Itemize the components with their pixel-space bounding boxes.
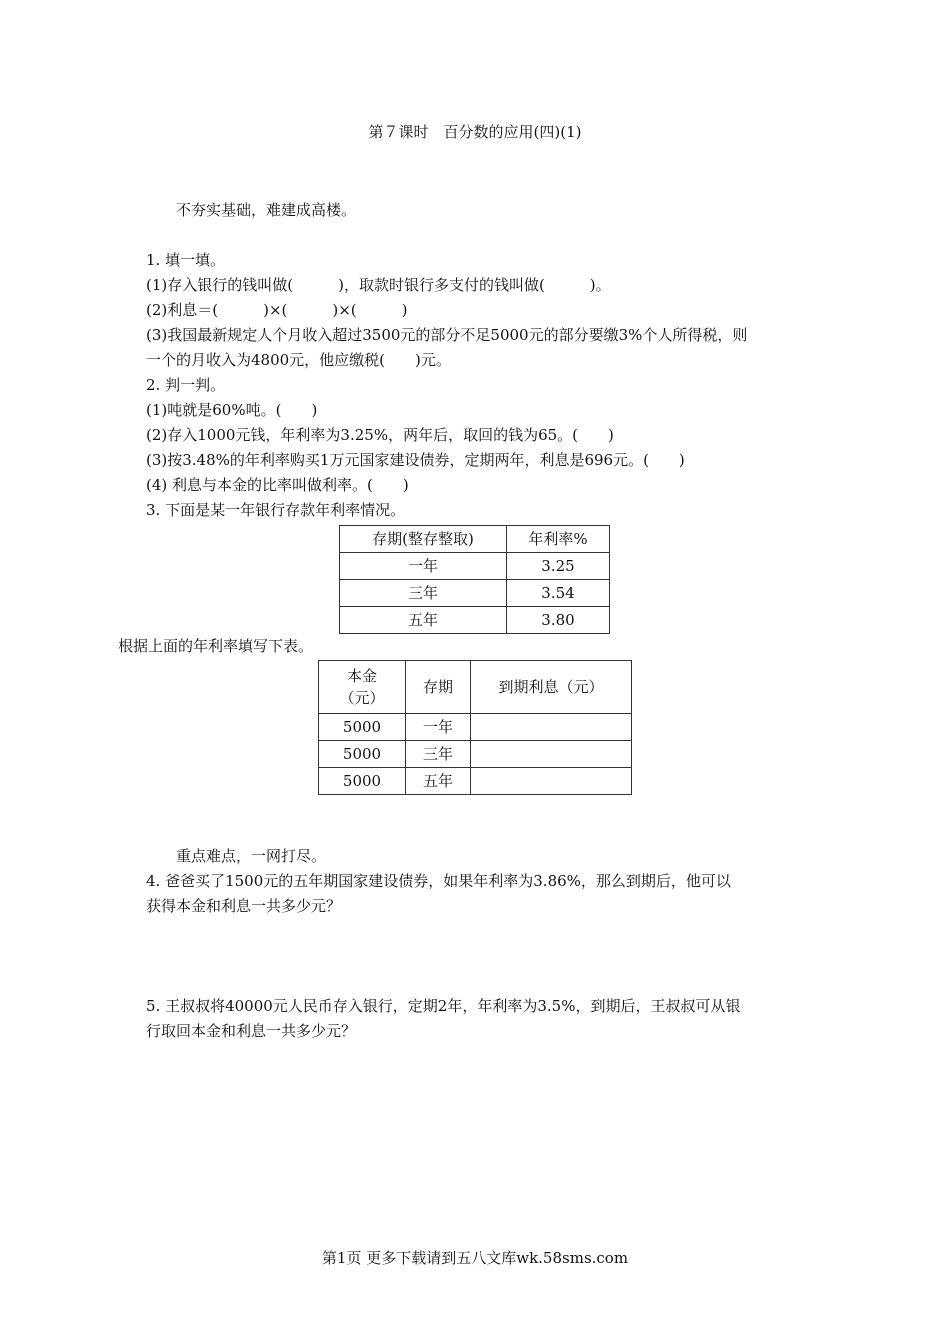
page-title: 第７课时 百分数的应用(四)(1) (368, 123, 582, 141)
rate-term-cell: 三年 (340, 580, 507, 607)
table-row (319, 741, 632, 768)
principal-cell: 5000 (319, 741, 406, 768)
rate-value-cell: 3.80 (507, 607, 610, 634)
table-row (340, 553, 610, 580)
rate-header-rate: 年利率% (507, 526, 610, 553)
interest-fill-table (318, 660, 632, 795)
s4-problem-line1: 4. 爸爸买了1500元的五年期国家建设债券，如果年利率为3.86%，那么到期后，他可以 (146, 872, 731, 890)
fill-header-term: 存期 (406, 661, 471, 714)
term-cell: 三年 (406, 741, 471, 768)
rate-table-header (340, 526, 610, 553)
s1-question-3-line2: 一个的月收入为4800元，他应缴税( )元。 (146, 351, 451, 369)
rate-header-term: 存期(整存整取) (340, 526, 507, 553)
s1-question-2: (2)利息＝( )×( )×( ) (146, 301, 408, 319)
section2-heading: 2. 判一判。 (146, 376, 226, 394)
section1-heading: 1. 填一填。 (146, 251, 226, 269)
section3-heading: 3. 下面是某一年银行存款年利率情况。 (146, 501, 406, 519)
s4-problem-line2: 获得本金和利息一共多少元？ (146, 897, 342, 915)
rate-table (339, 525, 610, 634)
s1-question-1: (1)存入银行的钱叫做( )，取款时银行多支付的钱叫做( )。 (146, 276, 611, 294)
page-footer (0, 1248, 950, 1268)
s5-problem-line2: 行取回本金和利息一共多少元？ (146, 1022, 357, 1040)
rate-value-cell: 3.25 (507, 553, 610, 580)
term-cell: 五年 (406, 768, 471, 795)
fill-header-interest: 到期利息（元） (471, 661, 632, 714)
interest-answer-cell[interactable] (471, 768, 632, 795)
fill-header-principal: 本金 （元） (319, 661, 406, 714)
interest-answer-cell[interactable] (471, 741, 632, 768)
section3-instruction: 根据上面的年利率填写下表。 (118, 637, 314, 655)
table-row (319, 714, 632, 741)
rate-value-cell: 3.54 (507, 580, 610, 607)
s2-question-2: (2)存入1000元钱，年利率为3.25%，两年后，取回的钱为65。( ) (146, 426, 614, 444)
intro-motto: 不夯实基础，难建成高楼。 (176, 201, 357, 219)
s2-question-4: (4) 利息与本金的比率叫做利率。( ) (146, 476, 409, 494)
table-row (319, 768, 632, 795)
principal-cell: 5000 (319, 768, 406, 795)
interest-answer-cell[interactable] (471, 714, 632, 741)
rate-term-cell: 五年 (340, 607, 507, 634)
term-cell: 一年 (406, 714, 471, 741)
s1-question-3-line1: (3)我国最新规定人个月收入超过3500元的部分不足5000元的部分要缴3%个人所得税，则 (146, 326, 748, 344)
fill-table-header (319, 661, 632, 714)
table-row (340, 580, 610, 607)
s2-question-3: (3)按3.48%的年利率购买1万元国家建设债券，定期两年，利息是696元。( ) (146, 451, 685, 469)
table-row (340, 607, 610, 634)
rate-term-cell: 一年 (340, 553, 507, 580)
intro-motto-2: 重点难点，一网打尽。 (176, 847, 327, 865)
s2-question-1: (1)吨就是60%吨。( ) (146, 401, 318, 419)
principal-cell: 5000 (319, 714, 406, 741)
footer-text: 第1页 更多下载请到五八文库wk.58sms.com (321, 1249, 629, 1267)
s5-problem-line1: 5. 王叔叔将40000元人民币存入银行，定期2年，年利率为3.5%，到期后，王叔叔可从银 (146, 997, 741, 1015)
